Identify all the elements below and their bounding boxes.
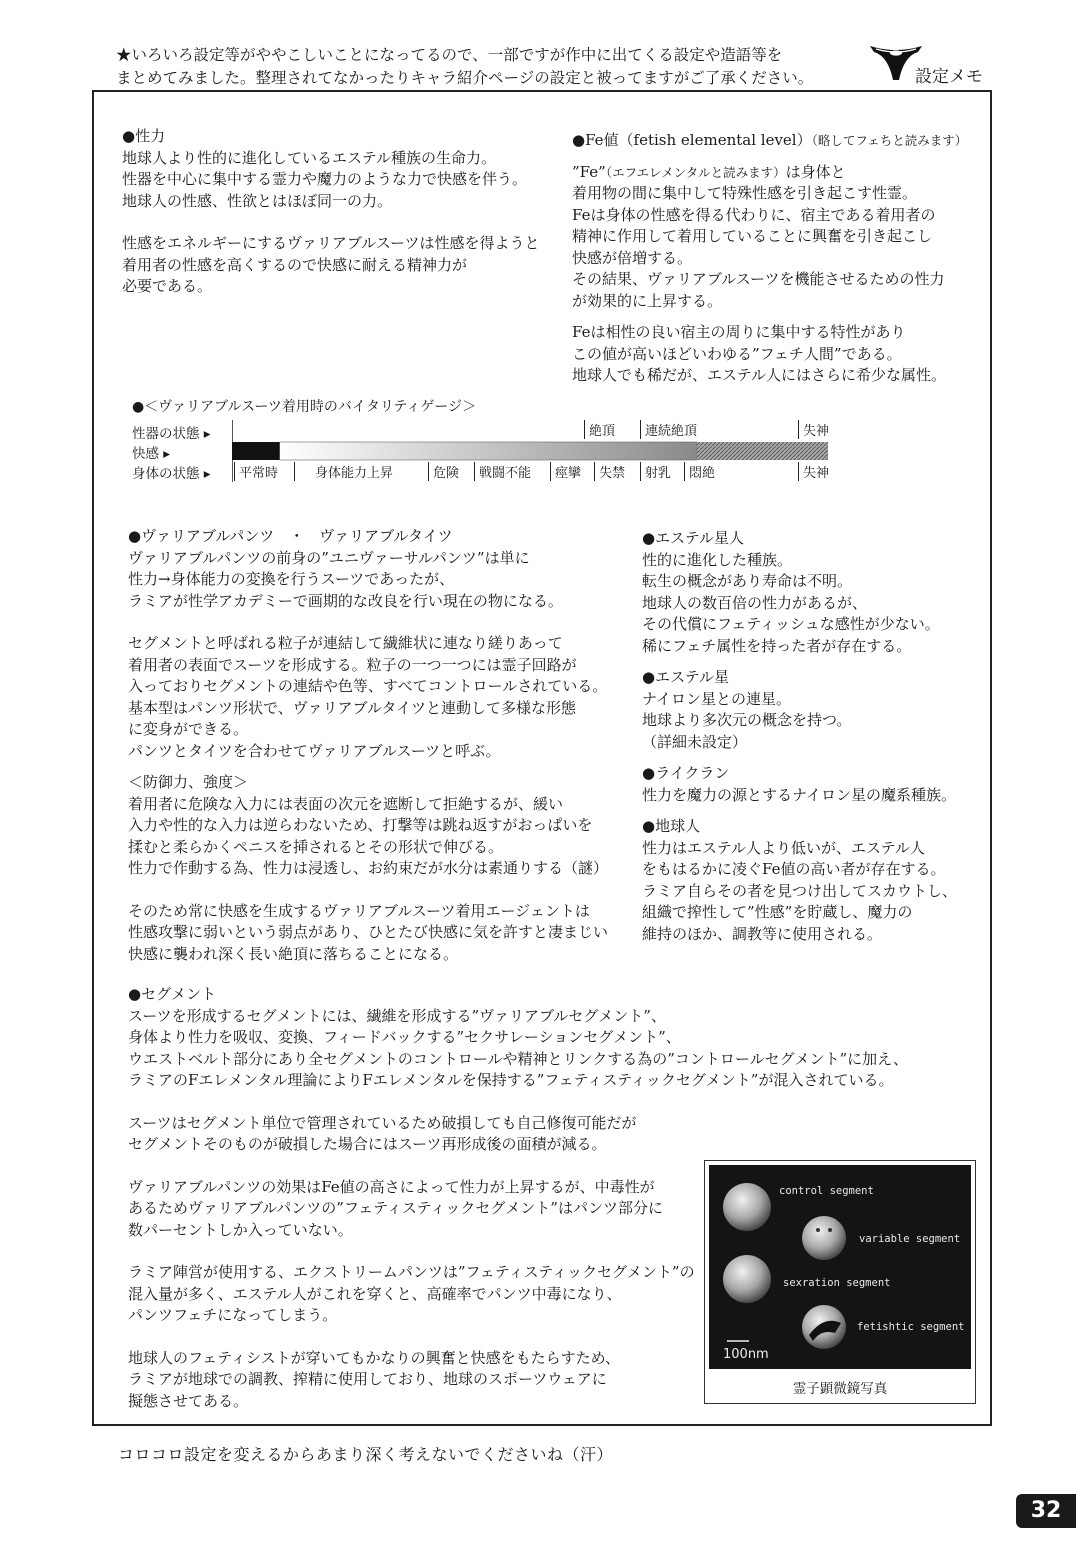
section-title: ●地球人 xyxy=(642,817,701,835)
intro-line: ★いろいろ設定等がややこしいことになってるので、一部ですが作中に出てくる設定や造語等を xyxy=(116,46,783,64)
text-line: この値が高いほどいわゆる”フェチ人間”である。 xyxy=(572,344,902,363)
gauge-row-label: 快感 ▸ xyxy=(132,446,171,462)
intro-note xyxy=(116,44,836,90)
section-title xyxy=(572,130,982,152)
text-line: 地球人のフェティシストが穿いてもかなりの興奮と快感をもたらすため、 xyxy=(128,1348,621,1367)
section-title: ●エステル星人 xyxy=(642,529,745,547)
text-line: 地球人の数百倍の性力があるが、 xyxy=(642,593,868,612)
section-title: ●ライクラン xyxy=(642,764,730,782)
text-line: セグメントそのものが破損した場合にはスーツ再形成後の面積が減る。 xyxy=(128,1135,607,1153)
text-line: 着用者の表面でスーツを形成する。粒子の一つ一つには霊子回路が xyxy=(128,655,577,674)
text-line: スーツを形成するセグメントには、繊維を形成する”ヴァリアブルセグメント”、 xyxy=(128,1006,666,1025)
text-line: ラミアのFエレメンタル理論によりFエレメンタルを保持する”フェティスティックセグメント”が混入されている。 xyxy=(128,1071,894,1089)
gauge-bottom-tick: 身体能力上昇 xyxy=(294,462,393,481)
text-line: パンツフェチになってしまう。 xyxy=(128,1306,338,1324)
text-line: セグメントと呼ばれる粒子が連結して繊維状に連なり縒りあって xyxy=(128,634,563,652)
text-line: 地球人の性感、性欲とはほぼ同一の力。 xyxy=(122,191,393,210)
memo-label: 設定メモ xyxy=(915,67,983,87)
gauge-top-tick: 失神 xyxy=(798,420,829,439)
text-line: Feは身体の性感を得る代わりに、宿主である着用者の xyxy=(572,205,936,224)
text-line: 基本型はパンツ形状で、ヴァリアブルタイツと連動して多様な形態 xyxy=(128,698,577,717)
text-line: 擬態させてある。 xyxy=(128,1391,249,1410)
text-line: 着用者の性感を高くするので快感に耐える精神力が xyxy=(122,255,468,274)
footer-note: コロコロ設定を変えるからあまり深く考えないでくださいね（汗） xyxy=(118,1445,614,1464)
fe-term: ”Fe” xyxy=(572,162,606,181)
gauge-bottom-tick: 悶絶 xyxy=(684,462,715,481)
text-line: ラミアが地球での調教、搾精に使用しており、地球のスポーツウェアに xyxy=(128,1370,607,1388)
section-variable-pants xyxy=(128,526,638,965)
text-line: 地球より多次元の概念を持つ。 xyxy=(642,711,852,729)
text-line: 維持のほか、調教等に使用される。 xyxy=(642,924,883,943)
fe-term-note: （エフエレメンタルと読みます） xyxy=(605,164,786,180)
section-title: ●性力 xyxy=(122,127,166,145)
gauge-bottom-tick: 失禁 xyxy=(594,462,625,481)
microscope-caption: 霊子顕微鏡写真 xyxy=(792,1381,888,1397)
text-line: 性感攻撃に弱いという弱点があり、ひとたび快感に気を許すと凄まじい xyxy=(128,923,609,941)
text-line: 地球人でも稀だが、エステル人にはさらに希少な属性。 xyxy=(572,366,946,384)
text-line: ウエストベルト部分にあり全セグメントのコントロールや精神とリンクする為の”コントロールセグメント”に加え、 xyxy=(128,1049,909,1068)
text-line: をもはるかに凌ぐFe値の高い者が存在する。 xyxy=(642,860,946,878)
text-line: 組織で搾性して”性感”を貯蔵し、魔力の xyxy=(642,903,913,921)
segment-label: fetishtic segment xyxy=(857,1321,965,1333)
section-races xyxy=(642,528,982,945)
section-fe-value xyxy=(572,130,982,387)
text-line: 快感に襲われ深く長い絶頂に落ちることになる。 xyxy=(128,944,459,963)
section-seiryoku xyxy=(122,126,562,298)
text-line: 性力で作動する為、性力は浸透し、お約束だが水分は素通りする（謎） xyxy=(128,859,609,877)
text-line: ヴァリアブルパンツの前身の”ユニヴァーサルパンツ”は単に xyxy=(128,548,530,567)
text-line: Feは相性の良い宿主の周りに集中する特性があり xyxy=(572,323,906,341)
gauge-bottom-tick: 危険 xyxy=(428,462,459,481)
text-line: あるためヴァリアブルパンツの”フェティスティックセグメント”はパンツ部分に xyxy=(128,1199,663,1217)
text-line: 混入量が多く、エステル人がこれを穿くと、高確率でパンツ中毒になり、 xyxy=(128,1284,622,1303)
text-line: 性的に進化した種族。 xyxy=(642,550,793,569)
microscope-photo xyxy=(704,1160,976,1404)
gauge-row-label: 身体の状態 ▸ xyxy=(132,466,211,482)
gauge-bottom-tick: 射乳 xyxy=(640,462,671,481)
text-line: 入力や性的な入力は逆らわないため、打撃等は跳ね返すがおっぱいを xyxy=(128,816,593,834)
gauge-bottom-tick: 戦闘不能 xyxy=(474,462,531,481)
text-line: そのため常に快感を生成するヴァリアブルスーツ着用エージェントは xyxy=(128,901,590,920)
gauge-top-tick: 連続絶頂 xyxy=(640,420,697,439)
text-line: スーツはセグメント単位で管理されているため破損しても自己修復可能だが xyxy=(128,1113,637,1132)
text-line: 性感をエネルギーにするヴァリアブルスーツは性感を得ようと xyxy=(122,234,540,252)
segment-label: sexration segment xyxy=(783,1277,891,1289)
microscope-image xyxy=(709,1165,971,1369)
text-line: 稀にフェチ属性を持った者が存在する。 xyxy=(642,636,912,655)
text-line: 身体より性力を吸収、変換、フィードバックする”セクサレーションセグメント”、 xyxy=(128,1028,681,1046)
text-line: 性力→身体能力の変換を行うスーツであったが、 xyxy=(128,570,455,588)
text-line: ラミア自らその者を見つけ出してスカウトし、 xyxy=(642,881,958,900)
text-line: 性器を中心に集中する霊力や魔力のような力で快感を伴う。 xyxy=(122,170,528,188)
text-line: ラミアが性学アカデミーで画期的な改良を行い現在の物になる。 xyxy=(128,591,563,610)
gauge-stage-faint xyxy=(697,442,828,460)
section-title: ●セグメント xyxy=(128,985,216,1003)
section-title: ●ヴァリアブルパンツ ・ ヴァリアブルタイツ xyxy=(128,527,453,545)
text-line: 地球人より性的に進化しているエステル種族の生命力。 xyxy=(122,148,496,167)
gauge-bottom-tick: 痙攣 xyxy=(550,462,581,481)
text-line xyxy=(572,162,982,184)
text-line: 入っておりセグメントの連結や色等、すべてコントロールされている。 xyxy=(128,677,608,695)
section-title: ●エステル星 xyxy=(642,668,730,686)
gauge-stage-normal xyxy=(232,442,280,460)
fe-title: ●Fe値（fetish elemental level） xyxy=(572,131,812,149)
fe-term-rest: は身体と xyxy=(785,162,846,181)
gauge-stage-rising xyxy=(280,442,697,460)
fe-title-note: （略してフェちと読みます） xyxy=(811,133,968,148)
text-line: パンツとタイツを合わせてヴァリアブルスーツと呼ぶ。 xyxy=(128,741,501,760)
vitality-gauge xyxy=(128,418,848,488)
variable-segment-sphere xyxy=(802,1216,846,1260)
text-line: が効果的に上昇する。 xyxy=(572,291,723,310)
text-line: ラミア陣営が使用する、エクストリームパンツは”フェティスティックセグメント”の xyxy=(128,1263,695,1281)
text-line: 必要である。 xyxy=(122,277,213,295)
text-line: 数パーセントしか入っていない。 xyxy=(128,1220,353,1239)
text-line: その結果、ヴァリアブルスーツを機能させるための性力 xyxy=(572,270,945,288)
text-line: （詳細未設定） xyxy=(642,732,748,751)
defense-title: ＜防御力、強度＞ xyxy=(128,773,249,791)
segment-label: variable segment xyxy=(859,1233,961,1245)
text-line: 揉むと柔らかくペニスを挿されるとその形状で伸びる。 xyxy=(128,837,504,856)
text-line: 着用物の間に集中して特殊性感を引き起こす性霊。 xyxy=(572,184,918,202)
sexration-segment-sphere xyxy=(723,1255,771,1303)
text-line: ヴァリアブルパンツの効果はFe値の高さによって性力が上昇するが、中毒性が xyxy=(128,1177,655,1196)
text-line: 快感が倍増する。 xyxy=(572,248,693,267)
gauge-title: ●＜ヴァリアブルスーツ着用時のバイタリティゲージ＞ xyxy=(132,399,477,415)
gauge-bottom-tick: 平常時 xyxy=(234,462,278,481)
gauge-top-tick: 絶頂 xyxy=(584,420,615,439)
text-line: 着用者に危険な入力には表面の次元を遮断して拒絶するが、緩い xyxy=(128,794,564,813)
text-line: に変身ができる。 xyxy=(128,720,249,738)
control-segment-sphere xyxy=(723,1183,771,1231)
gauge-bottom-tick: 失神 xyxy=(798,462,829,481)
text-line: 性力を魔力の源とするナイロン星の魔系種族。 xyxy=(642,785,956,804)
text-line: ナイロン星との連星。 xyxy=(642,689,791,708)
text-line: 性力はエステル人より低いが、エステル人 xyxy=(642,838,925,857)
scale-bar-label: 100nm xyxy=(723,1347,769,1362)
text-line: その代償にフェティッシュな感性が少ない。 xyxy=(642,615,940,633)
text-line: 転生の概念があり寿命は不明。 xyxy=(642,572,853,590)
text-line: 精神に作用して着用していることに興奮を引き起こし xyxy=(572,227,933,245)
segment-label: control segment xyxy=(779,1185,874,1197)
gauge-row-label: 性器の状態 ▸ xyxy=(132,426,211,442)
page-number: 32 xyxy=(1016,1494,1076,1528)
intro-line: まとめてみました。整理されてなかったりキャラ紹介ページの設定と被ってますがご了承ください。 xyxy=(116,69,814,87)
